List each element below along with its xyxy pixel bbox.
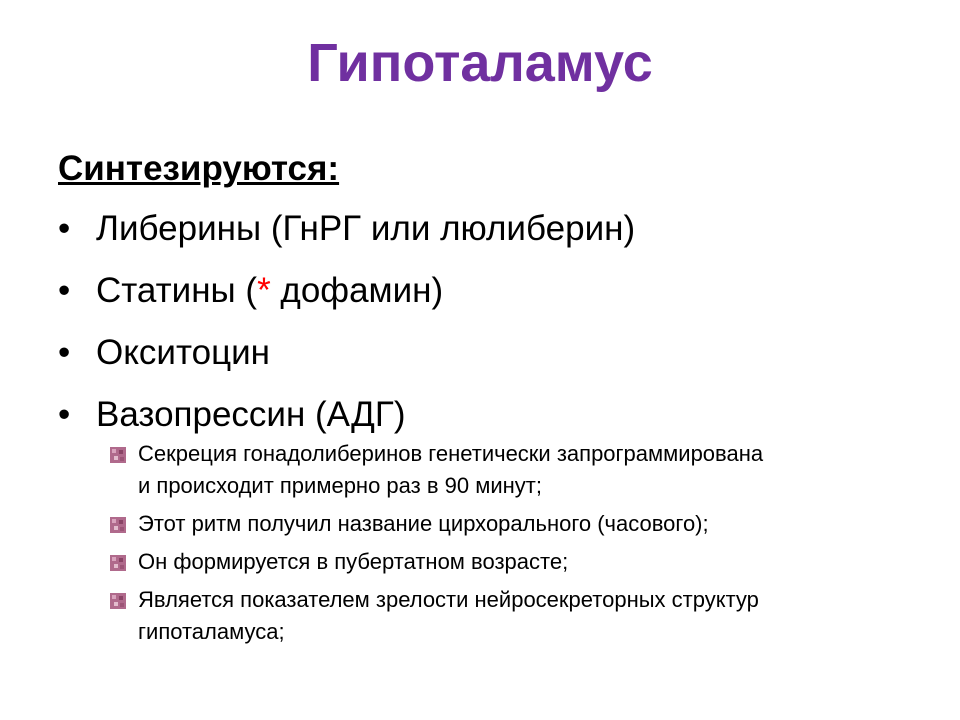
- bullet-dot-icon: •: [58, 333, 71, 372]
- sub-bullet-line: Этот ритм получил название цирхорального (часового);: [138, 511, 709, 536]
- bullet-dot-icon: •: [58, 395, 71, 434]
- sub-bullet-line: и происходит примерно раз в 90 минут;: [138, 473, 542, 498]
- bullet-text-before: Статины (: [96, 271, 258, 310]
- bullet-text-after: дофамин): [270, 271, 444, 310]
- bullet-text: Вазопрессин (АДГ): [96, 395, 406, 434]
- sub-bullet-item: [110, 584, 910, 648]
- asterisk-mark: *: [257, 271, 271, 310]
- mosaic-square-icon: [110, 517, 126, 533]
- bullet-dot-icon: •: [58, 271, 71, 310]
- subheading: Синтезируются:: [58, 149, 340, 188]
- mosaic-square-icon: [110, 555, 126, 571]
- sub-bullet-line: Секреция гонадолиберинов генетически запрограммирована: [138, 441, 764, 466]
- sub-bullet-line: Он формируется в пубертатном возрасте;: [138, 549, 569, 574]
- bullet-item: [58, 204, 938, 266]
- bullet-item: [58, 328, 938, 390]
- bullet-item: [58, 266, 938, 328]
- slide-title: Гипоталамус: [307, 33, 653, 93]
- sub-bullet-item: [110, 438, 910, 502]
- bullet-list: [58, 204, 938, 452]
- bullet-dot-icon: •: [58, 209, 71, 248]
- bullet-text: Либерины (ГнРГ или люлиберин): [96, 209, 636, 248]
- sub-bullet-line: гипоталамуса;: [138, 619, 285, 644]
- sub-bullet-line: Является показателем зрелости нейросекреторных структур: [138, 587, 759, 612]
- mosaic-square-icon: [110, 447, 126, 463]
- sub-bullet-item: [110, 546, 910, 578]
- mosaic-square-icon: [110, 593, 126, 609]
- sub-bullet-item: [110, 508, 910, 540]
- bullet-text: Окситоцин: [96, 333, 271, 372]
- sub-bullet-list: [110, 438, 910, 654]
